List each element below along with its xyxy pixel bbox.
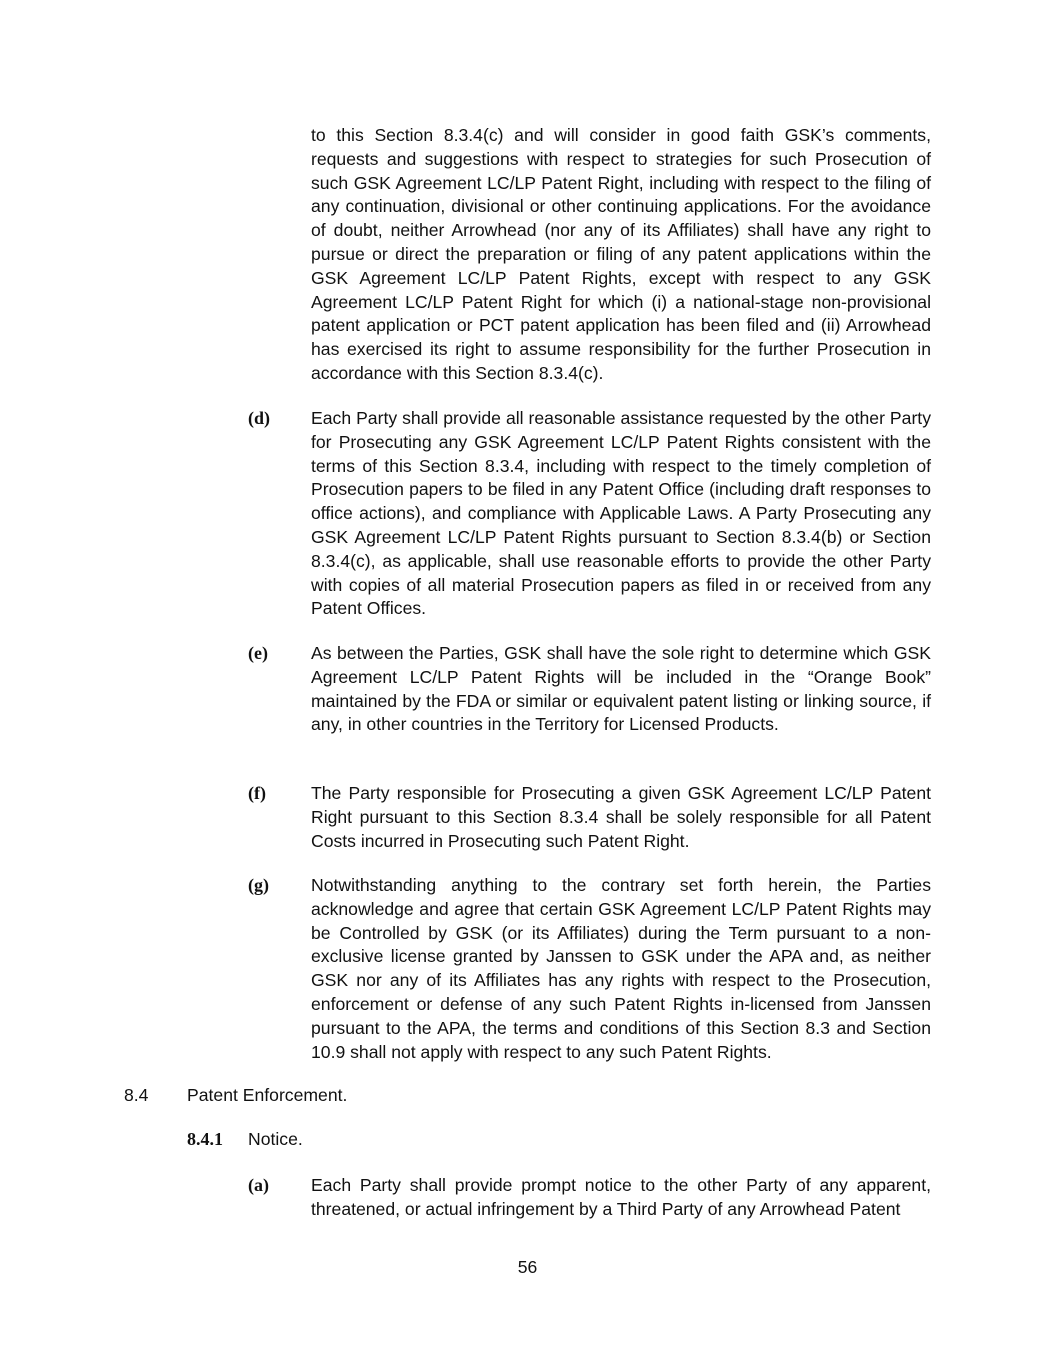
sub-item-text-a: Each Party shall provide prompt notice to the other Party of any apparent, threatened, or actual infringement by a Third Party of any Arrowhead Patent (311, 1175, 931, 1219)
item-label-g: (g) (248, 875, 269, 895)
subsection-title: Notice. (248, 1129, 303, 1149)
section-number: 8.4 (124, 1085, 149, 1105)
item-label-e: (e) (248, 643, 268, 663)
page-number: 56 (517, 1257, 538, 1277)
item-label-f: (f) (248, 783, 266, 803)
item-label-d: (d) (248, 408, 270, 428)
continuation-paragraph: to this Section 8.3.4(c) and will consider in good faith GSK’s comments, requests and suggestions with respect to strategies for such Prosecution of such GSK Agreement LC/LP Patent Right, including with respect to the filing of any continuation, divisional or other continuing applications. For the avoidance of doubt, neither Arrowhead (nor any of its Affiliates) shall have any right to pursue or direct the preparation or filing of any patent applications within the GSK Agreement LC/LP Patent Rights, except with respect to any GSK Agreement LC/LP Patent Right for which (i) a national-stage non-provisional patent application or PCT patent application has been filed and (ii) Arrowhead has exercised its right to assume responsibility for the further Prosecution in accordance with this Section 8.3.4(c). (311, 125, 931, 383)
sub-item-label-a: (a) (248, 1175, 269, 1195)
subsection-number: 8.4.1 (187, 1129, 223, 1149)
item-text-d: Each Party shall provide all reasonable assistance requested by the other Party for Prosecuting any GSK Agreement LC/LP Patent Rights consistent with the terms of this Section 8.3.4, including with respect to the timely completion of Prosecution papers to be filed in any Patent Office (including draft responses to office actions), and compliance with Applicable Laws. A Party Prosecuting any GSK Agreement LC/LP Patent Rights pursuant to Section 8.3.4(b) or Section 8.3.4(c), as applicable, shall use reasonable efforts to provide the other Party with copies of all material Prosecution papers as filed in or received from any Patent Offices. (311, 408, 931, 619)
section-title: Patent Enforcement. (187, 1085, 348, 1105)
item-text-g: Notwithstanding anything to the contrary set forth herein, the Parties acknowledge and agree that certain GSK Agreement LC/LP Patent Rights may be Controlled by GSK (or its Affiliates) during the Term pursuant to a non-exclusive license granted by Janssen to GSK under the APA and, as neither GSK nor any of its Affiliates has any rights with respect to the Prosecution, enforcement or defense of any such Patent Rights in-licensed from Janssen pursuant to the APA, the terms and conditions of this Section 8.3 and Section 10.9 shall not apply with respect to any such Patent Rights. (311, 875, 931, 1062)
item-text-e: As between the Parties, GSK shall have the sole right to determine which GSK Agreement LC/LP Patent Rights will be included in the “Orange Book” maintained by the FDA or similar or equivalent patent listing or linking source, if any, in other countries in the Territory for Licensed Products. (311, 643, 931, 735)
item-text-f: The Party responsible for Prosecuting a given GSK Agreement LC/LP Patent Right pursuant to this Section 8.3.4 shall be solely responsible for all Patent Costs incurred in Prosecuting such Patent Right. (311, 783, 931, 851)
